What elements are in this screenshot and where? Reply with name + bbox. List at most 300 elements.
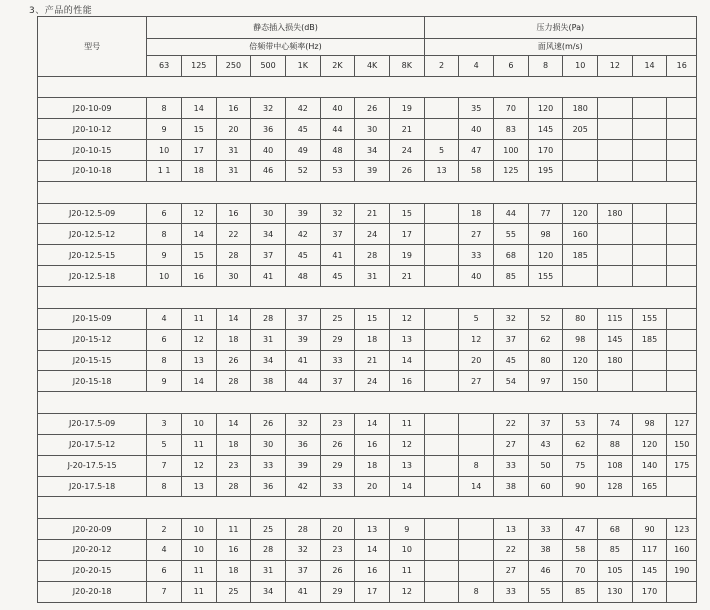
pressure-loss-cell: 18 <box>459 203 494 224</box>
group-separator-cell <box>38 497 697 519</box>
insertion-loss-cell: 36 <box>251 476 286 497</box>
pressure-loss-cell: 38 <box>494 476 529 497</box>
pressure-loss-cell: 70 <box>494 98 529 119</box>
insertion-loss-cell: 14 <box>181 224 216 245</box>
pressure-loss-cell: 165 <box>632 476 667 497</box>
pressure-loss-cell: 85 <box>563 581 598 602</box>
insertion-loss-cell: 34 <box>251 350 286 371</box>
insertion-loss-cell: 39 <box>285 329 320 350</box>
pressure-loss-cell: 43 <box>528 434 563 455</box>
pressure-loss-cell: 22 <box>494 413 529 434</box>
pressure-loss-cell <box>598 161 633 182</box>
pressure-loss-cell <box>459 560 494 581</box>
table-row <box>38 476 697 497</box>
insertion-loss-cell: 16 <box>355 434 390 455</box>
velocity-header-cell: 4 <box>459 56 494 77</box>
pressure-loss-cell: 5 <box>424 140 459 161</box>
insertion-loss-cell: 15 <box>181 245 216 266</box>
pressure-loss-cell <box>424 581 459 602</box>
insertion-loss-cell: 15 <box>181 119 216 140</box>
pressure-loss-cell: 98 <box>528 224 563 245</box>
insertion-loss-cell: 34 <box>251 581 286 602</box>
insertion-loss-cell: 18 <box>216 329 251 350</box>
pressure-loss-cell: 68 <box>494 245 529 266</box>
insertion-loss-cell: 42 <box>285 476 320 497</box>
pressure-loss-cell: 175 <box>667 455 697 476</box>
group-separator-row <box>38 287 697 309</box>
pressure-loss-cell: 150 <box>563 371 598 392</box>
frequency-header-cell: 1K <box>285 56 320 77</box>
insertion-loss-cell: 18 <box>181 161 216 182</box>
pressure-loss-cell: 127 <box>667 413 697 434</box>
insertion-loss-cell: 2 <box>147 519 182 540</box>
pressure-loss-cell <box>459 434 494 455</box>
pressure-loss-cell <box>424 308 459 329</box>
pressure-loss-cell: 62 <box>563 434 598 455</box>
insertion-loss-cell: 32 <box>285 539 320 560</box>
pressure-loss-cell <box>632 203 667 224</box>
pressure-loss-cell: 20 <box>459 350 494 371</box>
insertion-loss-cell: 44 <box>285 371 320 392</box>
pressure-loss-cell <box>632 371 667 392</box>
pressure-loss-cell: 40 <box>459 119 494 140</box>
insertion-loss-cell: 16 <box>216 539 251 560</box>
insertion-loss-cell: 20 <box>320 519 355 540</box>
model-cell: J20-15-18 <box>38 371 147 392</box>
model-cell: J20-15-09 <box>38 308 147 329</box>
pressure-loss-cell <box>632 140 667 161</box>
pressure-loss-cell: 150 <box>667 434 697 455</box>
insertion-loss-cell: 26 <box>216 350 251 371</box>
pressure-loss-cell: 54 <box>494 371 529 392</box>
pressure-loss-cell: 55 <box>494 224 529 245</box>
insertion-loss-cell: 21 <box>389 266 424 287</box>
insertion-loss-cell: 28 <box>251 539 286 560</box>
pressure-loss-cell <box>667 476 697 497</box>
insertion-loss-cell: 33 <box>320 350 355 371</box>
table-row <box>38 413 697 434</box>
insertion-loss-cell: 10 <box>181 539 216 560</box>
velocity-header-cell: 10 <box>563 56 598 77</box>
insertion-loss-cell: 24 <box>389 140 424 161</box>
pressure-loss-cell: 58 <box>459 161 494 182</box>
insertion-loss-cell: 38 <box>251 371 286 392</box>
pressure-loss-cell: 45 <box>494 350 529 371</box>
insertion-loss-cell: 21 <box>355 203 390 224</box>
pressure-loss-cell: 22 <box>494 539 529 560</box>
insertion-loss-cell: 44 <box>320 119 355 140</box>
table-row <box>38 434 697 455</box>
insertion-loss-cell: 9 <box>147 119 182 140</box>
insertion-loss-cell: 14 <box>181 371 216 392</box>
insertion-loss-cell: 30 <box>355 119 390 140</box>
pressure-loss-cell: 160 <box>667 539 697 560</box>
pressure-loss-cell <box>459 519 494 540</box>
pressure-loss-cell: 33 <box>528 519 563 540</box>
table-row <box>38 119 697 140</box>
insertion-loss-cell: 49 <box>285 140 320 161</box>
insertion-loss-cell: 31 <box>355 266 390 287</box>
insertion-loss-cell: 26 <box>320 434 355 455</box>
pressure-loss-cell <box>424 476 459 497</box>
table-row <box>38 455 697 476</box>
pressure-loss-cell: 40 <box>459 266 494 287</box>
insertion-loss-cell: 39 <box>285 455 320 476</box>
frequency-header-cell: 250 <box>216 56 251 77</box>
pressure-loss-cell: 33 <box>494 581 529 602</box>
insertion-loss-cell: 39 <box>355 161 390 182</box>
model-cell: J20-17.5-09 <box>38 413 147 434</box>
group-separator-row <box>38 76 697 98</box>
insertion-loss-cell: 6 <box>147 560 182 581</box>
insertion-loss-cell: 1 1 <box>147 161 182 182</box>
pressure-loss-cell: 8 <box>459 455 494 476</box>
table-row <box>38 560 697 581</box>
insertion-loss-cell: 31 <box>251 329 286 350</box>
insertion-loss-cell: 18 <box>216 560 251 581</box>
insertion-loss-cell: 23 <box>320 539 355 560</box>
frequency-header-cell: 125 <box>181 56 216 77</box>
insertion-loss-cell: 32 <box>320 203 355 224</box>
pressure-loss-cell <box>598 224 633 245</box>
insertion-loss-cell: 8 <box>147 224 182 245</box>
pressure-loss-cell <box>563 266 598 287</box>
group-separator-cell <box>38 287 697 309</box>
pressure-loss-cell: 60 <box>528 476 563 497</box>
pressure-loss-cell <box>459 413 494 434</box>
frequency-header-cell: 4K <box>355 56 390 77</box>
frequency-header-cell: 2K <box>320 56 355 77</box>
insertion-loss-cell: 17 <box>181 140 216 161</box>
pressure-loss-cell <box>424 266 459 287</box>
pressure-loss-cell <box>424 350 459 371</box>
table-row <box>38 308 697 329</box>
pressure-loss-cell: 205 <box>563 119 598 140</box>
model-cell: J20-12.5-12 <box>38 224 147 245</box>
pressure-loss-cell: 27 <box>494 434 529 455</box>
insertion-loss-cell: 18 <box>355 455 390 476</box>
pressure-loss-cell: 145 <box>632 560 667 581</box>
pressure-loss-cell: 46 <box>528 560 563 581</box>
insertion-loss-cell: 31 <box>251 560 286 581</box>
pressure-loss-cell <box>632 266 667 287</box>
insertion-loss-cell: 4 <box>147 308 182 329</box>
insertion-loss-cell: 11 <box>181 308 216 329</box>
insertion-loss-cell: 15 <box>389 203 424 224</box>
table-row <box>38 266 697 287</box>
pressure-loss-cell: 90 <box>632 519 667 540</box>
pressure-loss-cell: 120 <box>528 98 563 119</box>
pressure-loss-cell: 180 <box>598 203 633 224</box>
pressure-loss-cell: 33 <box>494 455 529 476</box>
pressure-loss-cell <box>563 140 598 161</box>
insertion-loss-cell: 16 <box>181 266 216 287</box>
pressure-loss-cell <box>424 203 459 224</box>
insertion-loss-cell: 12 <box>181 455 216 476</box>
insertion-loss-cell: 40 <box>251 140 286 161</box>
pressure-loss-cell <box>632 245 667 266</box>
insertion-loss-cell: 13 <box>181 476 216 497</box>
pressure-loss-cell <box>667 224 697 245</box>
insertion-loss-cell: 18 <box>355 329 390 350</box>
model-cell: J20-20-15 <box>38 560 147 581</box>
pressure-loss-cell: 120 <box>528 245 563 266</box>
table-row <box>38 203 697 224</box>
model-cell: J20-17.5-18 <box>38 476 147 497</box>
pressure-loss-cell <box>667 119 697 140</box>
pressure-loss-cell <box>667 371 697 392</box>
insertion-loss-cell: 26 <box>389 161 424 182</box>
insertion-loss-cell: 37 <box>320 224 355 245</box>
pressure-loss-cell <box>424 519 459 540</box>
insertion-loss-cell: 6 <box>147 203 182 224</box>
pressure-loss-cell: 38 <box>528 539 563 560</box>
pressure-loss-cell: 140 <box>632 455 667 476</box>
pressure-loss-cell: 120 <box>563 350 598 371</box>
insertion-loss-cell: 30 <box>251 434 286 455</box>
insertion-loss-cell: 16 <box>389 371 424 392</box>
model-cell: J20-15-12 <box>38 329 147 350</box>
insertion-loss-cell: 11 <box>181 581 216 602</box>
insertion-loss-cell: 10 <box>389 539 424 560</box>
octave-frequency-header: 倍频带中心频率(Hz) <box>147 38 424 56</box>
table-row <box>38 98 697 119</box>
pressure-loss-cell: 62 <box>528 329 563 350</box>
frequency-header-cell: 500 <box>251 56 286 77</box>
insertion-loss-cell: 16 <box>216 98 251 119</box>
pressure-loss-cell: 75 <box>563 455 598 476</box>
pressure-loss-cell: 27 <box>494 560 529 581</box>
pressure-loss-cell: 180 <box>598 350 633 371</box>
insertion-loss-cell: 14 <box>389 476 424 497</box>
pressure-loss-cell: 74 <box>598 413 633 434</box>
pressure-loss-cell <box>632 350 667 371</box>
pressure-loss-cell <box>598 245 633 266</box>
insertion-loss-cell: 31 <box>216 161 251 182</box>
pressure-loss-cell <box>598 266 633 287</box>
group-separator-row <box>38 497 697 519</box>
pressure-loss-cell: 88 <box>598 434 633 455</box>
insertion-loss-cell: 53 <box>320 161 355 182</box>
pressure-loss-cell: 37 <box>528 413 563 434</box>
pressure-loss-cell <box>424 224 459 245</box>
pressure-loss-cell <box>667 308 697 329</box>
insertion-loss-cell: 15 <box>355 308 390 329</box>
insertion-loss-cell: 7 <box>147 455 182 476</box>
insertion-loss-cell: 32 <box>251 98 286 119</box>
insertion-loss-cell: 26 <box>251 413 286 434</box>
insertion-loss-cell: 12 <box>389 581 424 602</box>
pressure-loss-cell: 170 <box>632 581 667 602</box>
insertion-loss-cell: 25 <box>251 519 286 540</box>
pressure-loss-cell: 170 <box>528 140 563 161</box>
insertion-loss-cell: 41 <box>285 350 320 371</box>
insertion-loss-cell: 12 <box>389 434 424 455</box>
pressure-loss-cell: 98 <box>632 413 667 434</box>
insertion-loss-cell: 14 <box>355 413 390 434</box>
insertion-loss-cell: 52 <box>285 161 320 182</box>
pressure-loss-cell: 120 <box>563 203 598 224</box>
pressure-loss-cell: 8 <box>459 581 494 602</box>
insertion-loss-cell: 26 <box>355 98 390 119</box>
model-cell: J20-12.5-18 <box>38 266 147 287</box>
pressure-loss-cell: 12 <box>459 329 494 350</box>
pressure-loss-cell <box>424 119 459 140</box>
insertion-loss-cell: 40 <box>320 98 355 119</box>
group-separator-row <box>38 181 697 203</box>
pressure-loss-cell <box>667 245 697 266</box>
insertion-loss-cell: 41 <box>320 245 355 266</box>
pressure-loss-cell: 85 <box>598 539 633 560</box>
pressure-loss-cell: 70 <box>563 560 598 581</box>
group-separator-cell <box>38 392 697 414</box>
insertion-loss-cell: 33 <box>251 455 286 476</box>
pressure-loss-cell <box>424 371 459 392</box>
insertion-loss-cell: 42 <box>285 98 320 119</box>
insertion-loss-cell: 28 <box>285 519 320 540</box>
velocity-header-cell: 16 <box>667 56 697 77</box>
pressure-loss-cell: 155 <box>528 266 563 287</box>
pressure-loss-cell: 68 <box>598 519 633 540</box>
insertion-loss-cell: 4 <box>147 539 182 560</box>
pressure-loss-cell: 27 <box>459 371 494 392</box>
insertion-loss-cell: 24 <box>355 224 390 245</box>
model-cell: J20-12.5-09 <box>38 203 147 224</box>
model-cell: J20-17.5-12 <box>38 434 147 455</box>
pressure-loss-cell <box>632 119 667 140</box>
pressure-loss-cell: 115 <box>598 308 633 329</box>
insertion-loss-cell: 8 <box>147 476 182 497</box>
insertion-loss-cell: 14 <box>216 413 251 434</box>
pressure-loss-cell <box>598 371 633 392</box>
section-title: 3、产品的性能 <box>29 6 93 16</box>
insertion-loss-cell: 11 <box>216 519 251 540</box>
pressure-loss-cell: 47 <box>563 519 598 540</box>
insertion-loss-cell: 13 <box>389 329 424 350</box>
insertion-loss-cell: 26 <box>320 560 355 581</box>
insertion-loss-cell: 5 <box>147 434 182 455</box>
pressure-loss-cell <box>424 98 459 119</box>
insertion-loss-cell: 7 <box>147 581 182 602</box>
pressure-loss-cell: 130 <box>598 581 633 602</box>
insertion-loss-cell: 11 <box>181 560 216 581</box>
face-velocity-header: 面风速(m/s) <box>424 38 696 56</box>
insertion-loss-cell: 25 <box>320 308 355 329</box>
insertion-loss-cell: 6 <box>147 329 182 350</box>
insertion-loss-cell: 33 <box>320 476 355 497</box>
insertion-loss-cell: 34 <box>251 224 286 245</box>
insertion-loss-cell: 14 <box>355 539 390 560</box>
table-row <box>38 350 697 371</box>
insertion-loss-cell: 37 <box>320 371 355 392</box>
pressure-loss-cell: 33 <box>459 245 494 266</box>
insertion-loss-cell: 11 <box>181 434 216 455</box>
pressure-loss-cell: 50 <box>528 455 563 476</box>
pressure-loss-cell: 35 <box>459 98 494 119</box>
insertion-loss-cell: 12 <box>181 329 216 350</box>
pressure-loss-cell <box>459 539 494 560</box>
insertion-loss-cell: 32 <box>285 413 320 434</box>
insertion-loss-cell: 23 <box>216 455 251 476</box>
insertion-loss-cell: 41 <box>251 266 286 287</box>
performance-table <box>37 16 697 603</box>
pressure-loss-cell <box>424 434 459 455</box>
pressure-loss-cell: 80 <box>528 350 563 371</box>
pressure-loss-cell: 180 <box>563 98 598 119</box>
velocity-header-cell: 8 <box>528 56 563 77</box>
pressure-loss-cell <box>632 98 667 119</box>
insertion-loss-cell: 13 <box>181 350 216 371</box>
insertion-loss-cell: 45 <box>285 245 320 266</box>
model-cell: J20-15-15 <box>38 350 147 371</box>
table-row <box>38 161 697 182</box>
insertion-loss-cell: 37 <box>285 560 320 581</box>
velocity-header-cell: 12 <box>598 56 633 77</box>
insertion-loss-cell: 10 <box>147 140 182 161</box>
pressure-loss-cell <box>632 224 667 245</box>
frequency-header-cell: 63 <box>147 56 182 77</box>
pressure-loss-cell: 32 <box>494 308 529 329</box>
insertion-loss-cell: 11 <box>389 413 424 434</box>
group-separator-cell <box>38 181 697 203</box>
insertion-loss-cell: 18 <box>216 434 251 455</box>
model-cell: J20-20-18 <box>38 581 147 602</box>
pressure-loss-cell <box>632 161 667 182</box>
insertion-loss-cell: 13 <box>389 455 424 476</box>
pressure-loss-cell: 47 <box>459 140 494 161</box>
insertion-loss-cell: 3 <box>147 413 182 434</box>
insertion-loss-cell: 21 <box>389 119 424 140</box>
insertion-loss-cell: 19 <box>389 245 424 266</box>
insertion-loss-cell: 24 <box>355 371 390 392</box>
insertion-loss-cell: 34 <box>355 140 390 161</box>
table-row <box>38 245 697 266</box>
pressure-loss-cell <box>598 140 633 161</box>
table-row <box>38 581 697 602</box>
pressure-loss-cell: 190 <box>667 560 697 581</box>
pressure-loss-cell <box>598 119 633 140</box>
pressure-loss-cell <box>424 413 459 434</box>
insertion-loss-cell: 30 <box>216 266 251 287</box>
velocity-header-cell: 2 <box>424 56 459 77</box>
insertion-loss-cell: 23 <box>320 413 355 434</box>
pressure-loss-cell <box>424 245 459 266</box>
pressure-loss-cell: 117 <box>632 539 667 560</box>
insertion-loss-cell: 28 <box>216 245 251 266</box>
insertion-loss-cell: 13 <box>355 519 390 540</box>
pressure-loss-cell <box>424 329 459 350</box>
insertion-loss-cell: 28 <box>251 308 286 329</box>
frequency-header-cell: 8K <box>389 56 424 77</box>
pressure-loss-cell: 160 <box>563 224 598 245</box>
insertion-loss-cell: 30 <box>251 203 286 224</box>
table-row <box>38 519 697 540</box>
insertion-loss-cell: 14 <box>389 350 424 371</box>
pressure-loss-cell: 27 <box>459 224 494 245</box>
pressure-loss-cell: 85 <box>494 266 529 287</box>
insertion-loss-cell: 29 <box>320 329 355 350</box>
group-separator-row <box>38 392 697 414</box>
pressure-loss-cell: 185 <box>632 329 667 350</box>
insertion-loss-header: 静态插入损失(dB) <box>147 17 424 39</box>
insertion-loss-cell: 14 <box>181 98 216 119</box>
pressure-loss-cell: 83 <box>494 119 529 140</box>
model-cell: J20-10-15 <box>38 140 147 161</box>
pressure-loss-cell <box>667 329 697 350</box>
pressure-loss-cell <box>667 350 697 371</box>
insertion-loss-cell: 8 <box>147 98 182 119</box>
model-cell: J20-10-12 <box>38 119 147 140</box>
